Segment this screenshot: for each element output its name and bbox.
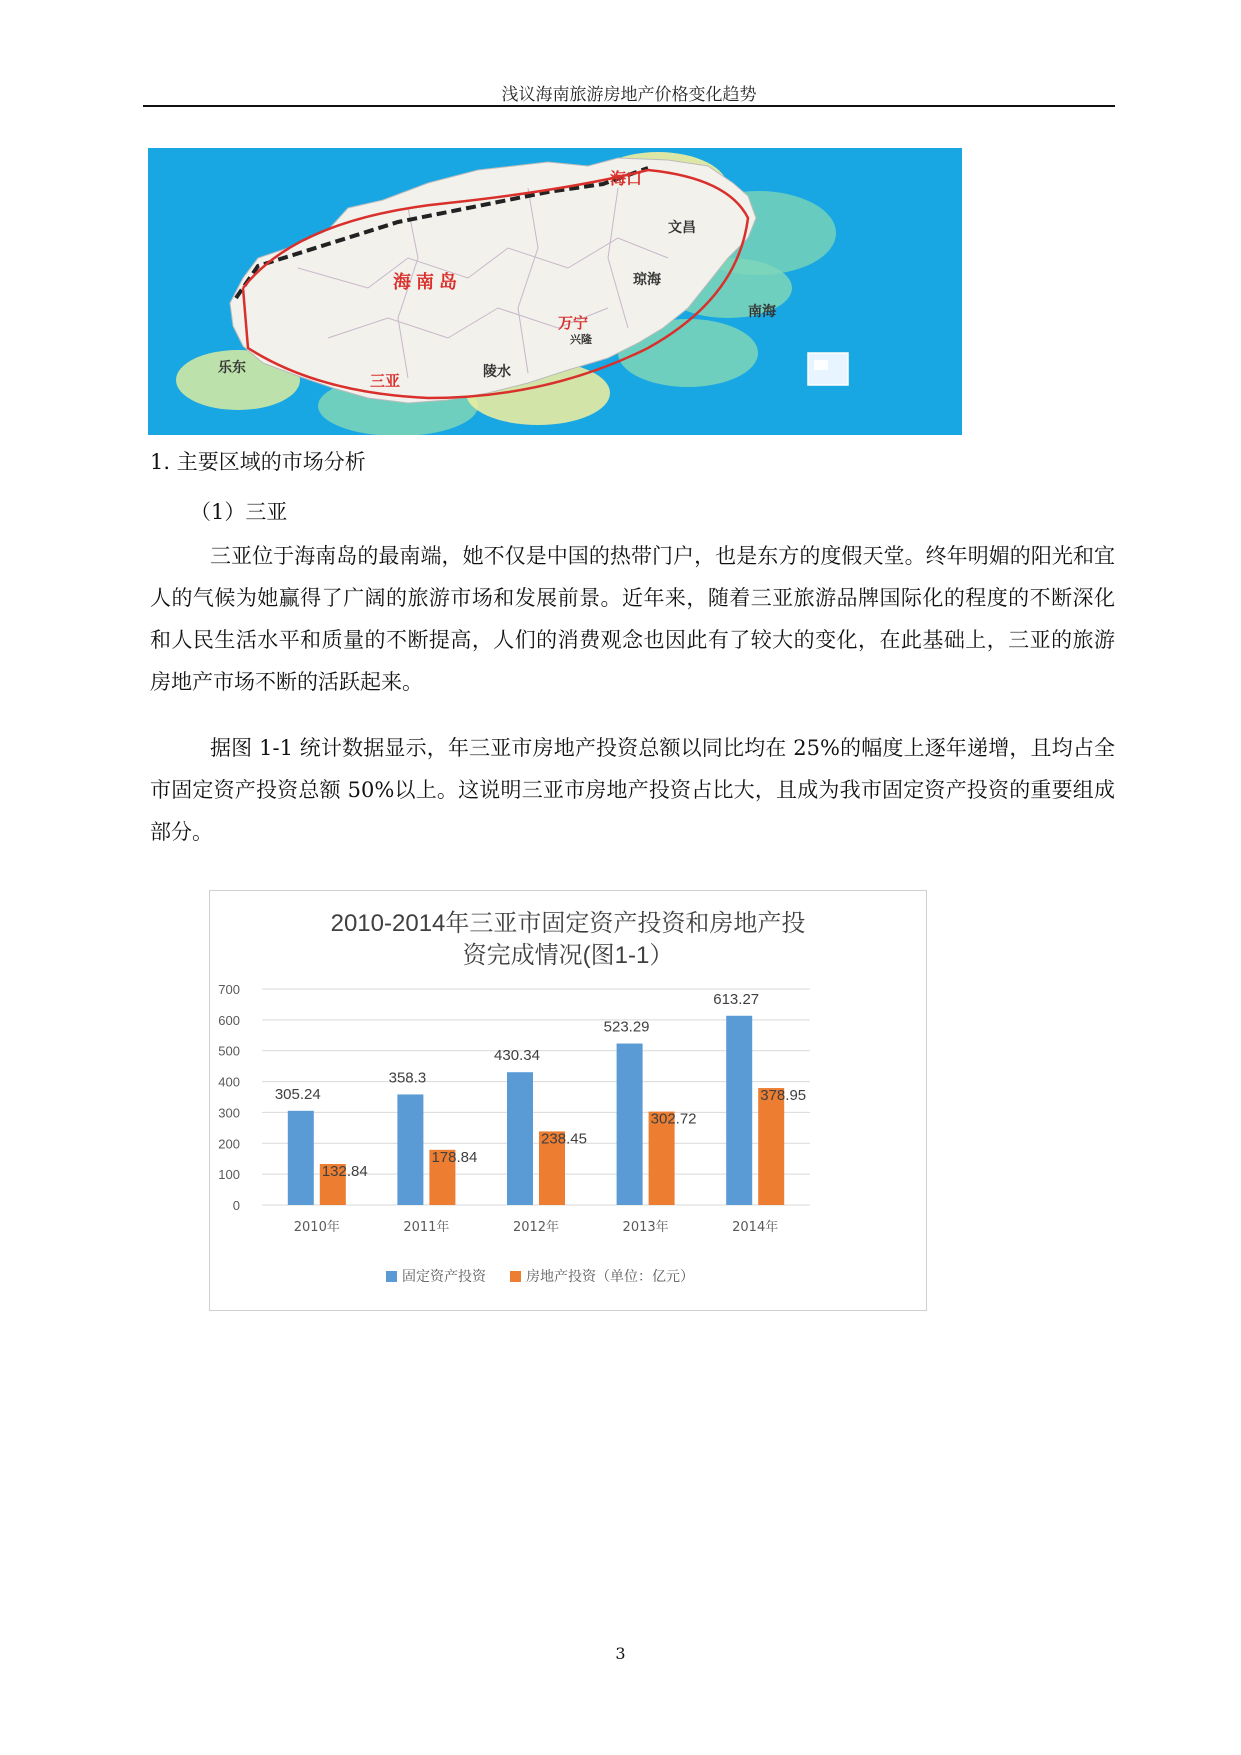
bar-value-label: 132.84 [321, 1163, 368, 1181]
chart-title-line1: 2010-2014年三亚市固定资产投资和房地产投 [330, 910, 806, 937]
legend-label-fixed-assets: 固定资产投资 [402, 1269, 486, 1285]
x-tick-label: 2013年 [622, 1220, 669, 1235]
y-tick-label: 200 [218, 1136, 240, 1152]
bar-value-label: 302.72 [650, 1110, 697, 1128]
label-wenchang: 文昌 [668, 219, 696, 235]
inset-map-land [814, 360, 828, 370]
bar-fixed-assets [617, 1044, 643, 1205]
label-sanya: 三亚 [370, 373, 401, 390]
y-tick-label: 100 [218, 1167, 240, 1183]
section-heading: 1. 主要区域的市场分析 [150, 450, 366, 474]
x-tick-label: 2014年 [732, 1220, 779, 1235]
x-tick-label: 2010年 [293, 1220, 340, 1235]
y-tick-label: 400 [218, 1074, 240, 1090]
label-qionghai: 琼海 [633, 271, 661, 287]
bar-fixed-assets [726, 1016, 752, 1205]
paragraph-statistics: 据图 1-1 统计数据显示，年三亚市房地产投资总额以同比均在 25%的幅度上逐年递增，且均占全市固定资产投资总额 50%以上。这说明三亚市房地产投资占比大，且成为我市固定资产投资的重要组成部分。 [150, 736, 1115, 844]
bar-value-label: 378.95 [760, 1087, 807, 1105]
page-number: 3 [615, 1644, 626, 1663]
hainan-map [148, 148, 962, 435]
investment-bar-chart [210, 891, 926, 1310]
paragraph-sanya-intro: 三亚位于海南岛的最南端，她不仅是中国的热带门户，也是东方的度假天堂。终年明媚的阳光和宜人的气候为她赢得了广阔的旅游市场和发展前景。近年来，随着三亚旅游品牌国际化的程度的不断深化和人民生活水平和质量的不断提高，人们的消费观念也因此有了较大的变化，在此基础上，三亚的旅游房地产市场不断的活跃起来。 [150, 544, 1115, 694]
legend-swatch-real-estate [510, 1271, 521, 1282]
legend-label-real-estate: 房地产投资（单位：亿元） [526, 1269, 694, 1285]
label-wanning: 万宁 [558, 315, 589, 332]
label-lingshui: 陵水 [483, 363, 511, 379]
label-nanhai: 南海 [748, 303, 776, 319]
y-tick-label: 300 [218, 1105, 240, 1121]
label-xinglong: 兴隆 [570, 334, 592, 346]
subsection-heading: （1）三亚 [190, 500, 288, 524]
x-tick-label: 2012年 [512, 1220, 560, 1235]
bar-real-estate [758, 1088, 784, 1205]
x-tick-label: 2011年 [403, 1220, 450, 1235]
chart-title-line2: 资完成情况(图1-1） [462, 942, 674, 969]
bar-fixed-assets [288, 1111, 314, 1205]
label-haikou: 海口 [610, 171, 643, 188]
header-rule [143, 105, 1115, 107]
bar-value-label: 305.24 [274, 1085, 321, 1103]
bar-value-label: 523.29 [603, 1018, 650, 1036]
y-tick-label: 600 [218, 1012, 240, 1028]
bar-fixed-assets [397, 1094, 423, 1205]
legend-swatch-fixed-assets [386, 1271, 397, 1282]
label-ledong: 乐东 [218, 359, 246, 375]
bar-value-label: 238.45 [541, 1130, 587, 1148]
label-hainan-dao: 海 南 岛 [393, 272, 458, 292]
bar-value-label: 613.27 [713, 990, 760, 1008]
bar-fixed-assets [507, 1072, 533, 1205]
chart-container [209, 890, 927, 1311]
bar-value-label: 358.3 [388, 1069, 427, 1087]
y-tick-label: 700 [218, 982, 240, 997]
y-tick-label: 0 [232, 1198, 240, 1213]
bar-value-label: 430.34 [494, 1047, 540, 1065]
bar-value-label: 178.84 [431, 1148, 478, 1166]
y-tick-label: 500 [218, 1043, 240, 1059]
running-header: 浅议海南旅游房地产价格变化趋势 [501, 85, 757, 105]
